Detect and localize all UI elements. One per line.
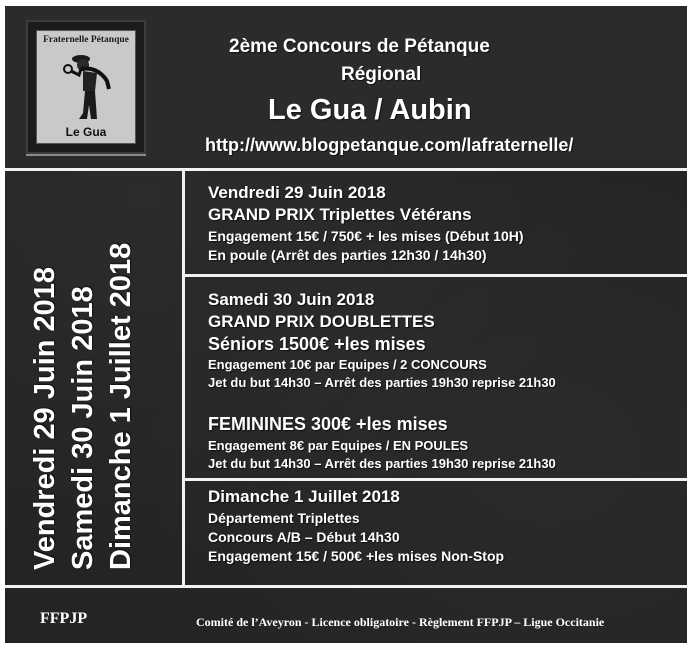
date-friday: Vendredi 29 Juin 2018 bbox=[29, 266, 61, 570]
section-friday bbox=[208, 184, 524, 262]
federation-label: FFPJP bbox=[40, 610, 88, 627]
seniors-engagement: Engagement 10€ par Equipes / 2 CONCOURS bbox=[208, 357, 487, 372]
event-title: 2ème Concours de Pétanque bbox=[229, 36, 490, 57]
header bbox=[5, 6, 687, 168]
divider-friday bbox=[185, 274, 687, 277]
sunday-engagement: Engagement 15€ / 500€ +les mises Non-Stop bbox=[208, 548, 505, 564]
feminines-engagement: Engagement 8€ par Equipes / EN POULES bbox=[208, 438, 469, 453]
club-logo bbox=[26, 20, 146, 154]
logo-subtitle: Le Gua bbox=[65, 125, 107, 139]
friday-schedule: En poule (Arrêt des parties 12h30 / 14h30) bbox=[208, 247, 487, 263]
dates-vertical bbox=[27, 204, 147, 572]
friday-engagement: Engagement 15€ / 750€ + les mises (Début 10H) bbox=[208, 228, 524, 244]
poster bbox=[5, 6, 687, 643]
divider-footer bbox=[5, 585, 687, 588]
divider-vertical bbox=[182, 171, 185, 585]
date-sunday: Dimanche 1 Juillet 2018 bbox=[105, 242, 137, 570]
section-sunday bbox=[208, 488, 504, 563]
section-saturday bbox=[208, 291, 556, 389]
logo-title: Fraternelle Pétanque bbox=[43, 35, 129, 45]
friday-date: Vendredi 29 Juin 2018 bbox=[208, 183, 386, 202]
petanque-player-icon bbox=[59, 49, 117, 125]
saturday-title: GRAND PRIX DOUBLETTES bbox=[208, 312, 435, 331]
seniors-schedule: Jet du but 14h30 – Arrêt des parties 19h30 reprise 21h30 bbox=[208, 375, 556, 390]
logo-panel bbox=[36, 30, 136, 144]
event-location: Le Gua / Aubin bbox=[268, 94, 472, 126]
footer-notice: Comité de l’Aveyron - Licence obligatoire - Règlement FFPJP – Ligue Occitanie bbox=[196, 615, 605, 629]
divider-saturday bbox=[185, 478, 687, 481]
saturday-date: Samedi 30 Juin 2018 bbox=[208, 290, 375, 309]
divider-header bbox=[5, 168, 687, 171]
friday-title: GRAND PRIX Triplettes Vétérans bbox=[208, 205, 472, 224]
sunday-category: Département Triplettes bbox=[208, 510, 360, 526]
event-level: Régional bbox=[341, 64, 422, 85]
feminines-schedule: Jet du but 14h30 – Arrêt des parties 19h30 reprise 21h30 bbox=[208, 456, 556, 471]
date-saturday: Samedi 30 Juin 2018 bbox=[67, 286, 99, 570]
feminines-prize: FEMININES 300€ +les mises bbox=[208, 414, 448, 434]
section-feminines bbox=[208, 415, 556, 470]
website-link[interactable]: http://www.blogpetanque.com/lafraternelle/ bbox=[205, 135, 574, 155]
sunday-date: Dimanche 1 Juillet 2018 bbox=[208, 487, 400, 506]
sunday-format: Concours A/B – Début 14h30 bbox=[208, 529, 400, 545]
seniors-prize: Séniors 1500€ +les mises bbox=[208, 334, 426, 354]
